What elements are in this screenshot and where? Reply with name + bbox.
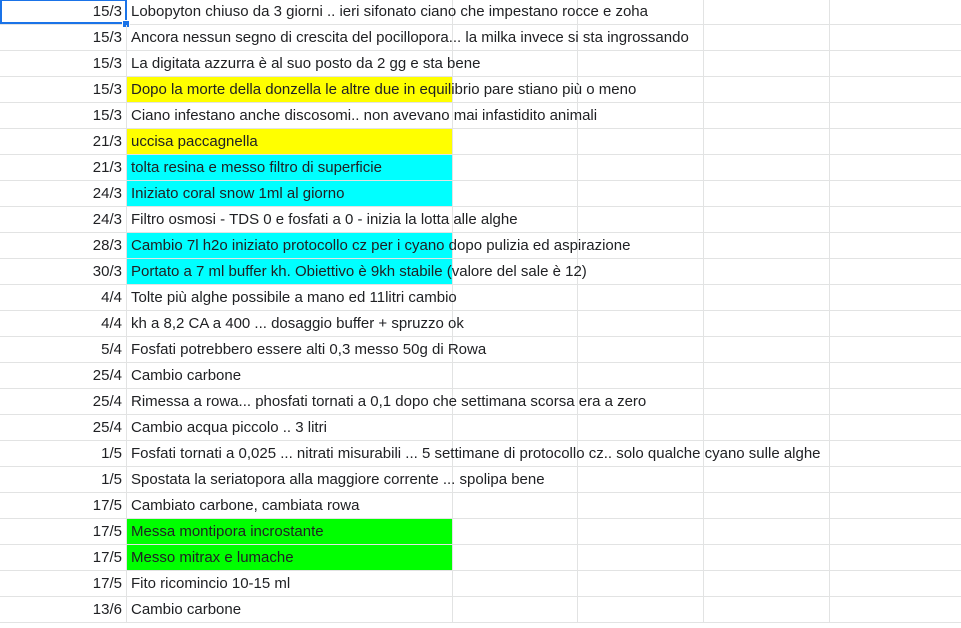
table-row: [0, 545, 961, 571]
table-row: [0, 311, 961, 337]
grid-cell[interactable]: [578, 285, 704, 310]
grid-cell[interactable]: [453, 493, 578, 518]
grid-cell[interactable]: [453, 285, 578, 310]
note-text: Cambio carbone: [131, 601, 242, 618]
grid-cell[interactable]: [704, 77, 830, 102]
grid-cell[interactable]: [578, 129, 704, 154]
note-text: Filtro osmosi - TDS 0 e fosfati a 0 - inizia la lotta alle alghe: [131, 211, 518, 228]
date-cell[interactable]: 25/4: [0, 415, 127, 440]
date-cell[interactable]: 1/5: [0, 441, 127, 466]
grid-cell[interactable]: [830, 519, 961, 544]
note-text: Cambio acqua piccolo .. 3 litri: [131, 419, 327, 436]
table-row: [0, 25, 961, 51]
grid-cell[interactable]: [578, 207, 704, 232]
date-cell[interactable]: 15/3: [0, 0, 127, 24]
date-cell[interactable]: 15/3: [0, 51, 127, 76]
grid-cell[interactable]: [578, 337, 704, 362]
grid-cell[interactable]: [578, 493, 704, 518]
grid-cell[interactable]: [830, 467, 961, 492]
note-text: tolta resina e messo filtro di superficie: [131, 159, 382, 176]
date-cell[interactable]: 24/3: [0, 181, 127, 206]
table-row: [0, 493, 961, 519]
date-cell[interactable]: 17/5: [0, 545, 127, 570]
table-row: [0, 0, 961, 25]
grid-cell[interactable]: [578, 415, 704, 440]
note-text: Fosfati potrebbero essere alti 0,3 messo 50g di Rowa: [131, 341, 487, 358]
note-text: Cambio carbone: [131, 367, 242, 384]
grid-cell[interactable]: [453, 155, 578, 180]
grid-cell[interactable]: [704, 129, 830, 154]
grid-cell[interactable]: [830, 51, 961, 76]
grid-cell[interactable]: [578, 51, 704, 76]
grid-cell[interactable]: [830, 363, 961, 388]
date-cell[interactable]: 21/3: [0, 129, 127, 154]
table-row: [0, 129, 961, 155]
date-cell[interactable]: 4/4: [0, 311, 127, 336]
table-row: [0, 233, 961, 259]
grid-cell[interactable]: [453, 545, 578, 570]
note-text: Tolte più alghe possibile a mano ed 11litri cambio: [131, 289, 457, 306]
grid-cell[interactable]: [578, 571, 704, 596]
date-cell[interactable]: 21/3: [0, 155, 127, 180]
grid-cell[interactable]: [830, 571, 961, 596]
table-row: [0, 285, 961, 311]
note-text: Ancora nessun segno di crescita del pocillopora... la milka invece si sta ingrossando: [131, 29, 689, 46]
grid-cell[interactable]: [578, 311, 704, 336]
grid-cell[interactable]: [453, 311, 578, 336]
grid-cell[interactable]: [830, 155, 961, 180]
date-cell[interactable]: 4/4: [0, 285, 127, 310]
table-row: [0, 389, 961, 415]
table-row: [0, 51, 961, 77]
table-row: [0, 259, 961, 285]
table-row: [0, 155, 961, 181]
grid-cell[interactable]: [578, 519, 704, 544]
date-cell[interactable]: 5/4: [0, 337, 127, 362]
date-cell[interactable]: 15/3: [0, 77, 127, 102]
date-cell[interactable]: 13/6: [0, 597, 127, 622]
grid-cell[interactable]: [704, 415, 830, 440]
grid-cell[interactable]: [578, 467, 704, 492]
grid-cell[interactable]: [830, 285, 961, 310]
grid-cell[interactable]: [704, 545, 830, 570]
date-cell[interactable]: 24/3: [0, 207, 127, 232]
grid-cell[interactable]: [704, 259, 830, 284]
note-text: La digitata azzurra è al suo posto da 2 gg e sta bene: [131, 55, 481, 72]
grid-cell[interactable]: [830, 77, 961, 102]
date-cell[interactable]: 28/3: [0, 233, 127, 258]
grid-cell[interactable]: [704, 467, 830, 492]
date-cell[interactable]: 17/5: [0, 493, 127, 518]
note-text: Dopo la morte della donzella le altre due in equilibrio pare stiano più o meno: [131, 81, 637, 98]
grid-cell[interactable]: [704, 363, 830, 388]
grid-cell[interactable]: [704, 155, 830, 180]
table-row: [0, 77, 961, 103]
grid-cell[interactable]: [453, 597, 578, 622]
note-text: Fosfati tornati a 0,025 ... nitrati misurabili ... 5 settimane di protocollo cz.. solo qualche cyano sulle alghe: [131, 445, 821, 462]
table-row: [0, 519, 961, 545]
grid-cell[interactable]: [578, 545, 704, 570]
grid-cell[interactable]: [453, 571, 578, 596]
grid-cell[interactable]: [704, 389, 830, 414]
grid-cell[interactable]: [704, 493, 830, 518]
grid-cell[interactable]: [830, 337, 961, 362]
grid-cell[interactable]: [830, 389, 961, 414]
grid-cell[interactable]: [704, 311, 830, 336]
grid-cell[interactable]: [830, 207, 961, 232]
table-row: [0, 597, 961, 623]
grid-cell[interactable]: [830, 233, 961, 258]
table-row: [0, 467, 961, 493]
date-cell[interactable]: 17/5: [0, 571, 127, 596]
grid-cell[interactable]: [704, 51, 830, 76]
note-text: Portato a 7 ml buffer kh. Obiettivo è 9kh stabile (valore del sale è 12): [131, 263, 587, 280]
grid-cell[interactable]: [453, 181, 578, 206]
note-text: Lobopyton chiuso da 3 giorni .. ieri sifonato ciano che impestano rocce e zoha: [131, 3, 648, 20]
date-cell[interactable]: 30/3: [0, 259, 127, 284]
table-row: [0, 363, 961, 389]
date-cell[interactable]: 15/3: [0, 103, 127, 128]
note-text: Cambiato carbone, cambiata rowa: [131, 497, 360, 514]
note-text: kh a 8,2 CA a 400 ... dosaggio buffer + spruzzo ok: [131, 315, 464, 332]
table-row: [0, 207, 961, 233]
date-cell[interactable]: 17/5: [0, 519, 127, 544]
table-row: [0, 441, 961, 467]
grid-cell[interactable]: [704, 207, 830, 232]
date-cell[interactable]: 1/5: [0, 467, 127, 492]
note-text: Rimessa a rowa... phosfati tornati a 0,1 dopo che settimana scorsa era a zero: [131, 393, 647, 410]
grid-cell[interactable]: [830, 545, 961, 570]
table-row: [0, 337, 961, 363]
grid-cell[interactable]: [830, 0, 961, 24]
grid-cell[interactable]: [704, 337, 830, 362]
grid-cell[interactable]: [704, 103, 830, 128]
date-cell[interactable]: 25/4: [0, 363, 127, 388]
note-text: Cambio 7l h2o iniziato protocollo cz per i cyano dopo pulizia ed aspirazione: [131, 237, 631, 254]
grid-cell[interactable]: [830, 259, 961, 284]
grid-cell[interactable]: [830, 129, 961, 154]
grid-cell[interactable]: [830, 311, 961, 336]
grid-cell[interactable]: [704, 519, 830, 544]
grid-cell[interactable]: [830, 25, 961, 50]
table-row: [0, 571, 961, 597]
grid-cell[interactable]: [830, 493, 961, 518]
grid-cell[interactable]: [704, 25, 830, 50]
grid-cell[interactable]: [453, 363, 578, 388]
grid-cell[interactable]: [704, 285, 830, 310]
grid-cell[interactable]: [830, 441, 961, 466]
date-cell[interactable]: 25/4: [0, 389, 127, 414]
table-row: [0, 181, 961, 207]
grid-cell[interactable]: [704, 571, 830, 596]
grid-cell[interactable]: [453, 519, 578, 544]
note-text: Iniziato coral snow 1ml al giorno: [131, 185, 345, 202]
grid-cell[interactable]: [578, 363, 704, 388]
grid-cell[interactable]: [578, 155, 704, 180]
grid-cell[interactable]: [704, 0, 830, 24]
grid-cell[interactable]: [704, 597, 830, 622]
table-row: [0, 103, 961, 129]
table-row: [0, 415, 961, 441]
date-cell[interactable]: 15/3: [0, 25, 127, 50]
grid-cell[interactable]: [578, 181, 704, 206]
grid-cell[interactable]: [578, 259, 704, 284]
grid-cell[interactable]: [704, 233, 830, 258]
note-text: Spostata la seriatopora alla maggiore corrente ... spolipa bene: [131, 471, 545, 488]
grid-cell[interactable]: [453, 129, 578, 154]
grid-cell[interactable]: [704, 181, 830, 206]
grid-cell[interactable]: [578, 597, 704, 622]
grid-cell[interactable]: [830, 103, 961, 128]
note-text: Messa montipora incrostante: [131, 523, 324, 540]
grid-cell[interactable]: [830, 597, 961, 622]
grid-cell[interactable]: [830, 181, 961, 206]
grid-cell[interactable]: [830, 415, 961, 440]
note-text: Fito ricomincio 10-15 ml: [131, 575, 291, 592]
note-text: Ciano infestano anche discosomi.. non avevano mai infastidito animali: [131, 107, 598, 124]
grid-cell[interactable]: [453, 415, 578, 440]
note-text: uccisa paccagnella: [131, 133, 258, 150]
note-text: Messo mitrax e lumache: [131, 549, 294, 566]
